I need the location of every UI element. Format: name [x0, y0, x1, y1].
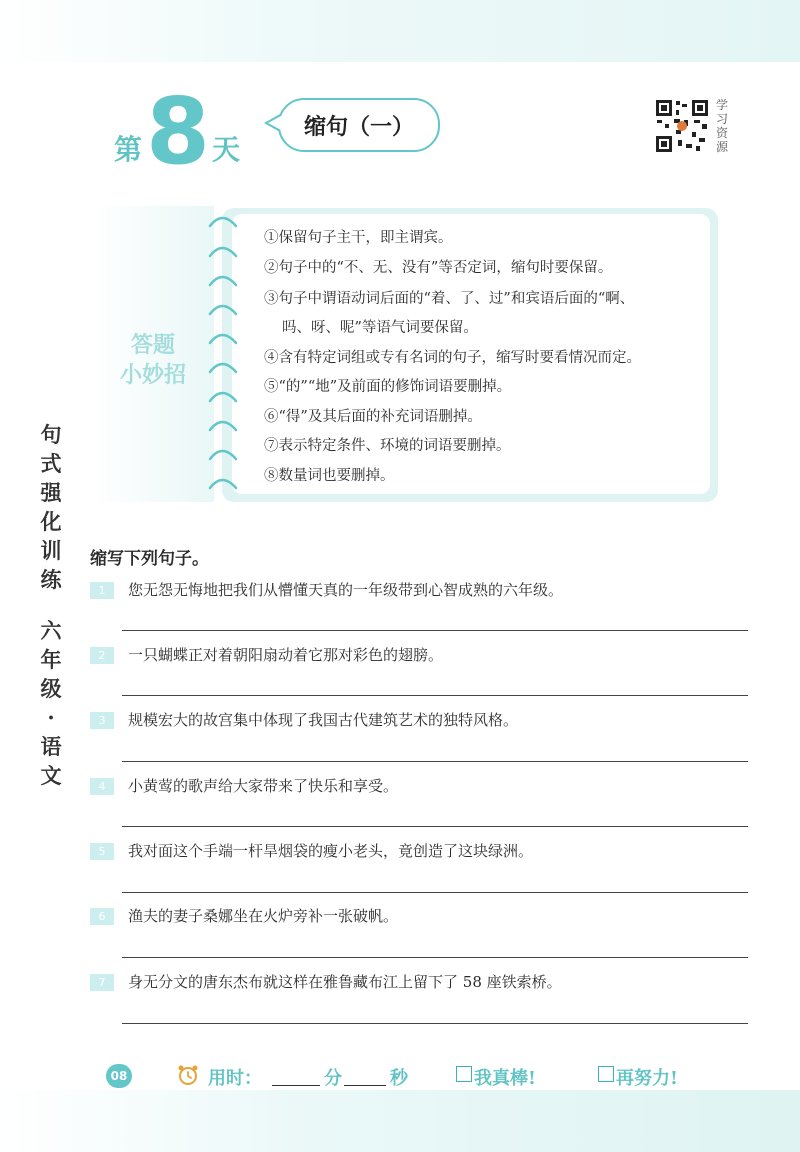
question-text: 一只蝴蝶正对着朝阳扇动着它那对彩色的翅膀。 [128, 646, 444, 664]
question-text: 渔夫的妻子桑娜坐在火炉旁补一张破帆。 [128, 907, 399, 925]
day-number: 8 [146, 78, 211, 185]
question-text: 身无分文的唐东杰布就这样在雅鲁藏布江上留下了 58 座铁索桥。 [128, 973, 562, 991]
qr-label: 学习资源 [716, 98, 729, 154]
alarm-clock-icon [176, 1063, 200, 1087]
tips-side-label-line1: 答题 [130, 332, 175, 358]
question-number-badge: 7 [90, 974, 114, 991]
side-char: 文 [40, 763, 62, 788]
time-label: 用时： [208, 1068, 262, 1089]
answer-line[interactable] [122, 892, 748, 893]
side-char: 句 [40, 422, 62, 447]
tip-item: ②句子中的“不、无、没有”等否定词，缩句时要保留。 [264, 260, 613, 276]
side-char: 年 [40, 647, 62, 672]
tip-item: ⑥“得”及其后面的补充词语删掉。 [264, 409, 482, 425]
tips-side-label-line2: 小妙招 [119, 362, 186, 388]
seconds-blank[interactable] [344, 1085, 386, 1086]
tip-item: ③句子中谓语动词后面的“着、了、过”和宾语后面的“啊、 [264, 291, 635, 307]
binder-rings-icon [204, 204, 244, 504]
side-vertical-title [38, 420, 64, 790]
title-bubble [278, 98, 440, 152]
great-label: 我真棒! [474, 1068, 536, 1089]
side-char: 式 [40, 451, 62, 476]
tip-item: ④含有特定词组或专有名词的句子，缩写时要看情况而定。 [264, 350, 641, 366]
qr-code-icon[interactable] [654, 98, 710, 154]
side-char: 训 [40, 538, 62, 563]
seconds-label: 秒 [390, 1068, 408, 1089]
lesson-title: 缩句（一） [303, 114, 414, 140]
bottom-decorative-band [0, 1090, 800, 1152]
side-spacer [38, 594, 64, 616]
minutes-blank[interactable] [272, 1085, 320, 1086]
question-text: 小黄莺的歌声给大家带来了快乐和享受。 [128, 777, 399, 795]
day-prefix: 第 [114, 133, 143, 166]
effort-checkbox[interactable] [598, 1066, 614, 1082]
tip-item: ⑧数量词也要删掉。 [264, 468, 395, 484]
answer-line[interactable] [122, 630, 748, 631]
tips-side-label [108, 330, 198, 390]
answer-line[interactable] [122, 826, 748, 827]
tip-item: ⑦表示特定条件、环境的词语要删掉。 [264, 438, 511, 454]
tip-item-continued: 吗、呀、呢”等语气词要保留。 [282, 320, 478, 336]
tip-item: ⑤“的”“地”及前面的修饰词语要删掉。 [264, 379, 512, 395]
question-text: 规模宏大的故宫集中体现了我国古代建筑艺术的独特风格。 [128, 711, 519, 729]
side-char: 语 [40, 734, 62, 759]
side-char: 练 [40, 567, 62, 592]
answer-line[interactable] [122, 695, 748, 696]
question-number-badge: 2 [90, 647, 114, 664]
page-number: 08 [106, 1064, 132, 1088]
question-text: 您无怨无悔地把我们从懵懂天真的一年级带到心智成熟的六年级。 [128, 581, 564, 599]
minutes-label: 分 [324, 1068, 342, 1089]
question-number-badge: 6 [90, 908, 114, 925]
question-text: 我对面这个手端一杆旱烟袋的瘦小老头，竟创造了这块绿洲。 [128, 842, 534, 860]
answer-line[interactable] [122, 957, 748, 958]
side-char: 强 [40, 480, 62, 505]
answer-line[interactable] [122, 761, 748, 762]
great-checkbox[interactable] [456, 1066, 472, 1082]
answer-line[interactable] [122, 1023, 748, 1024]
side-char: · [47, 705, 55, 730]
question-number-badge: 4 [90, 778, 114, 795]
tip-item: ①保留句子主干，即主谓宾。 [264, 230, 453, 246]
day-suffix: 天 [212, 133, 241, 166]
question-number-badge: 5 [90, 843, 114, 860]
side-char: 六 [40, 618, 62, 643]
question-number-badge: 3 [90, 712, 114, 729]
question-number-badge: 1 [90, 582, 114, 599]
top-decorative-band [0, 0, 800, 62]
exercise-instruction: 缩写下列句子。 [90, 549, 209, 569]
effort-label: 再努力! [616, 1068, 678, 1089]
side-char: 级 [40, 676, 62, 701]
side-char: 化 [40, 509, 62, 534]
